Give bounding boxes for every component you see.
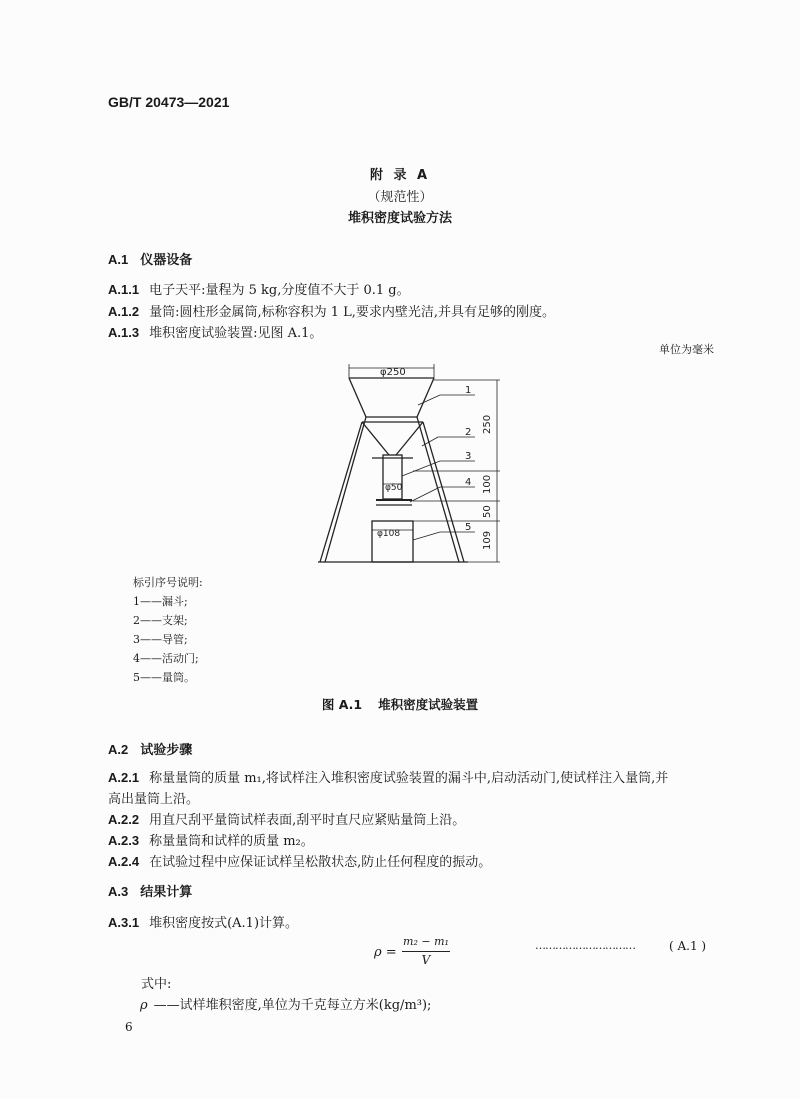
paragraph-number: A.1.1 [108, 282, 140, 297]
paragraph-a3-1 [108, 912, 298, 931]
support-leg-left [325, 417, 366, 562]
dim-250: 250 [482, 414, 493, 434]
callout-5: 5 [465, 522, 472, 533]
appendix-title: 附 录 A [369, 168, 431, 183]
paragraph-text: 在试验过程中应保证试样呈松散状态,防止任何程度的振动。 [149, 855, 492, 870]
paragraph-a2-2 [108, 809, 465, 828]
section-title: 结果计算 [140, 885, 193, 900]
dim-50: 50 [482, 505, 493, 518]
callout-3: 3 [465, 451, 472, 462]
paragraph-text: 电子天平:量程为 5 kg,分度值不大于 0.1 g。 [149, 283, 410, 298]
section-a2-heading [108, 739, 192, 758]
fraction-bar [402, 951, 450, 952]
section-number: A.3 [108, 884, 129, 899]
variable-definition [140, 994, 431, 1013]
legend-item: 3——导管; [133, 633, 188, 646]
paragraph-number: A.2.1 [108, 770, 140, 785]
dim-top-diameter: φ250 [380, 367, 406, 378]
legend-item: 4——活动门; [133, 652, 199, 665]
paragraph-number: A.3.1 [108, 915, 140, 930]
unit-note: 单位为毫米 [659, 343, 714, 356]
page-number: 6 [125, 1020, 133, 1034]
formula-label: ( A.1 ) [669, 939, 707, 953]
legend-item: 1——漏斗; [133, 595, 188, 608]
support-leg-right [417, 417, 459, 562]
formula-lhs: ρ = [374, 945, 397, 960]
where-label: 式中: [141, 977, 172, 992]
paragraph-text: 用直尺刮平量筒试样表面,刮平时直尺应紧贴量筒上沿。 [149, 813, 466, 828]
dim-cylinder-diameter: φ108 [377, 529, 401, 539]
legend-item: 2——支架; [133, 614, 188, 627]
paragraph-text: 量筒:圆柱形金属筒,标称容积为 1 L,要求内壁光洁,并具有足够的刚度。 [149, 305, 556, 320]
measuring-cylinder [372, 521, 413, 562]
dim-100: 100 [482, 474, 493, 494]
section-number: A.1 [108, 252, 129, 267]
paragraph-number: A.1.2 [108, 304, 140, 319]
paragraph-number: A.2.3 [108, 833, 140, 848]
callout-1: 1 [465, 385, 472, 396]
appendix-nature: （规范性） [367, 190, 433, 205]
formula-numerator: m₂ − m₁ [403, 935, 449, 948]
paragraph-text: 堆积密度按式(A.1)计算。 [149, 916, 299, 931]
paragraph-a2-1 [108, 767, 668, 786]
formula-leader: ………………………… [535, 939, 635, 952]
paragraph-a2-3 [108, 830, 314, 849]
paragraph-number: A.1.3 [108, 325, 140, 340]
paragraph-number: A.2.4 [108, 854, 140, 869]
section-a3-heading [108, 881, 192, 900]
figure-caption [0, 695, 800, 713]
section-number: A.2 [108, 742, 129, 757]
legend-title: 标引序号说明: [133, 576, 203, 589]
appendix-name: 堆积密度试验方法 [347, 211, 452, 226]
standard-id: GB/T 20473—2021 [108, 94, 230, 110]
variable-text: ——试样堆积密度,单位为千克每立方米(kg/m³); [153, 998, 432, 1013]
paragraph-text: 称量量筒的质量 m₁,将试样注入堆积密度试验装置的漏斗中,启动活动门,使试样注入量筒,并 [149, 771, 669, 786]
callout-2: 2 [465, 427, 472, 438]
variable-symbol: ρ [140, 998, 148, 1013]
paragraph-text: 堆积密度试验装置:见图 A.1。 [149, 326, 323, 341]
paragraph-continuation: 高出量筒上沿。 [108, 792, 200, 807]
paragraph-number: A.2.2 [108, 812, 140, 827]
figure-title: 堆积密度试验装置 [378, 697, 479, 712]
callout-4: 4 [465, 477, 472, 488]
formula-denominator: V [421, 953, 431, 967]
dim-109: 109 [482, 530, 493, 550]
figure-number: 图 A.1 [321, 697, 363, 712]
legend-item: 5——量筒。 [133, 671, 195, 684]
paragraph-a2-4 [108, 851, 491, 870]
section-title: 试验步骤 [140, 743, 193, 758]
paragraph-text: 称量量筒和试样的质量 m₂。 [149, 834, 314, 849]
dim-tube-diameter: φ50 [385, 483, 403, 493]
section-title: 仪器设备 [140, 253, 193, 268]
